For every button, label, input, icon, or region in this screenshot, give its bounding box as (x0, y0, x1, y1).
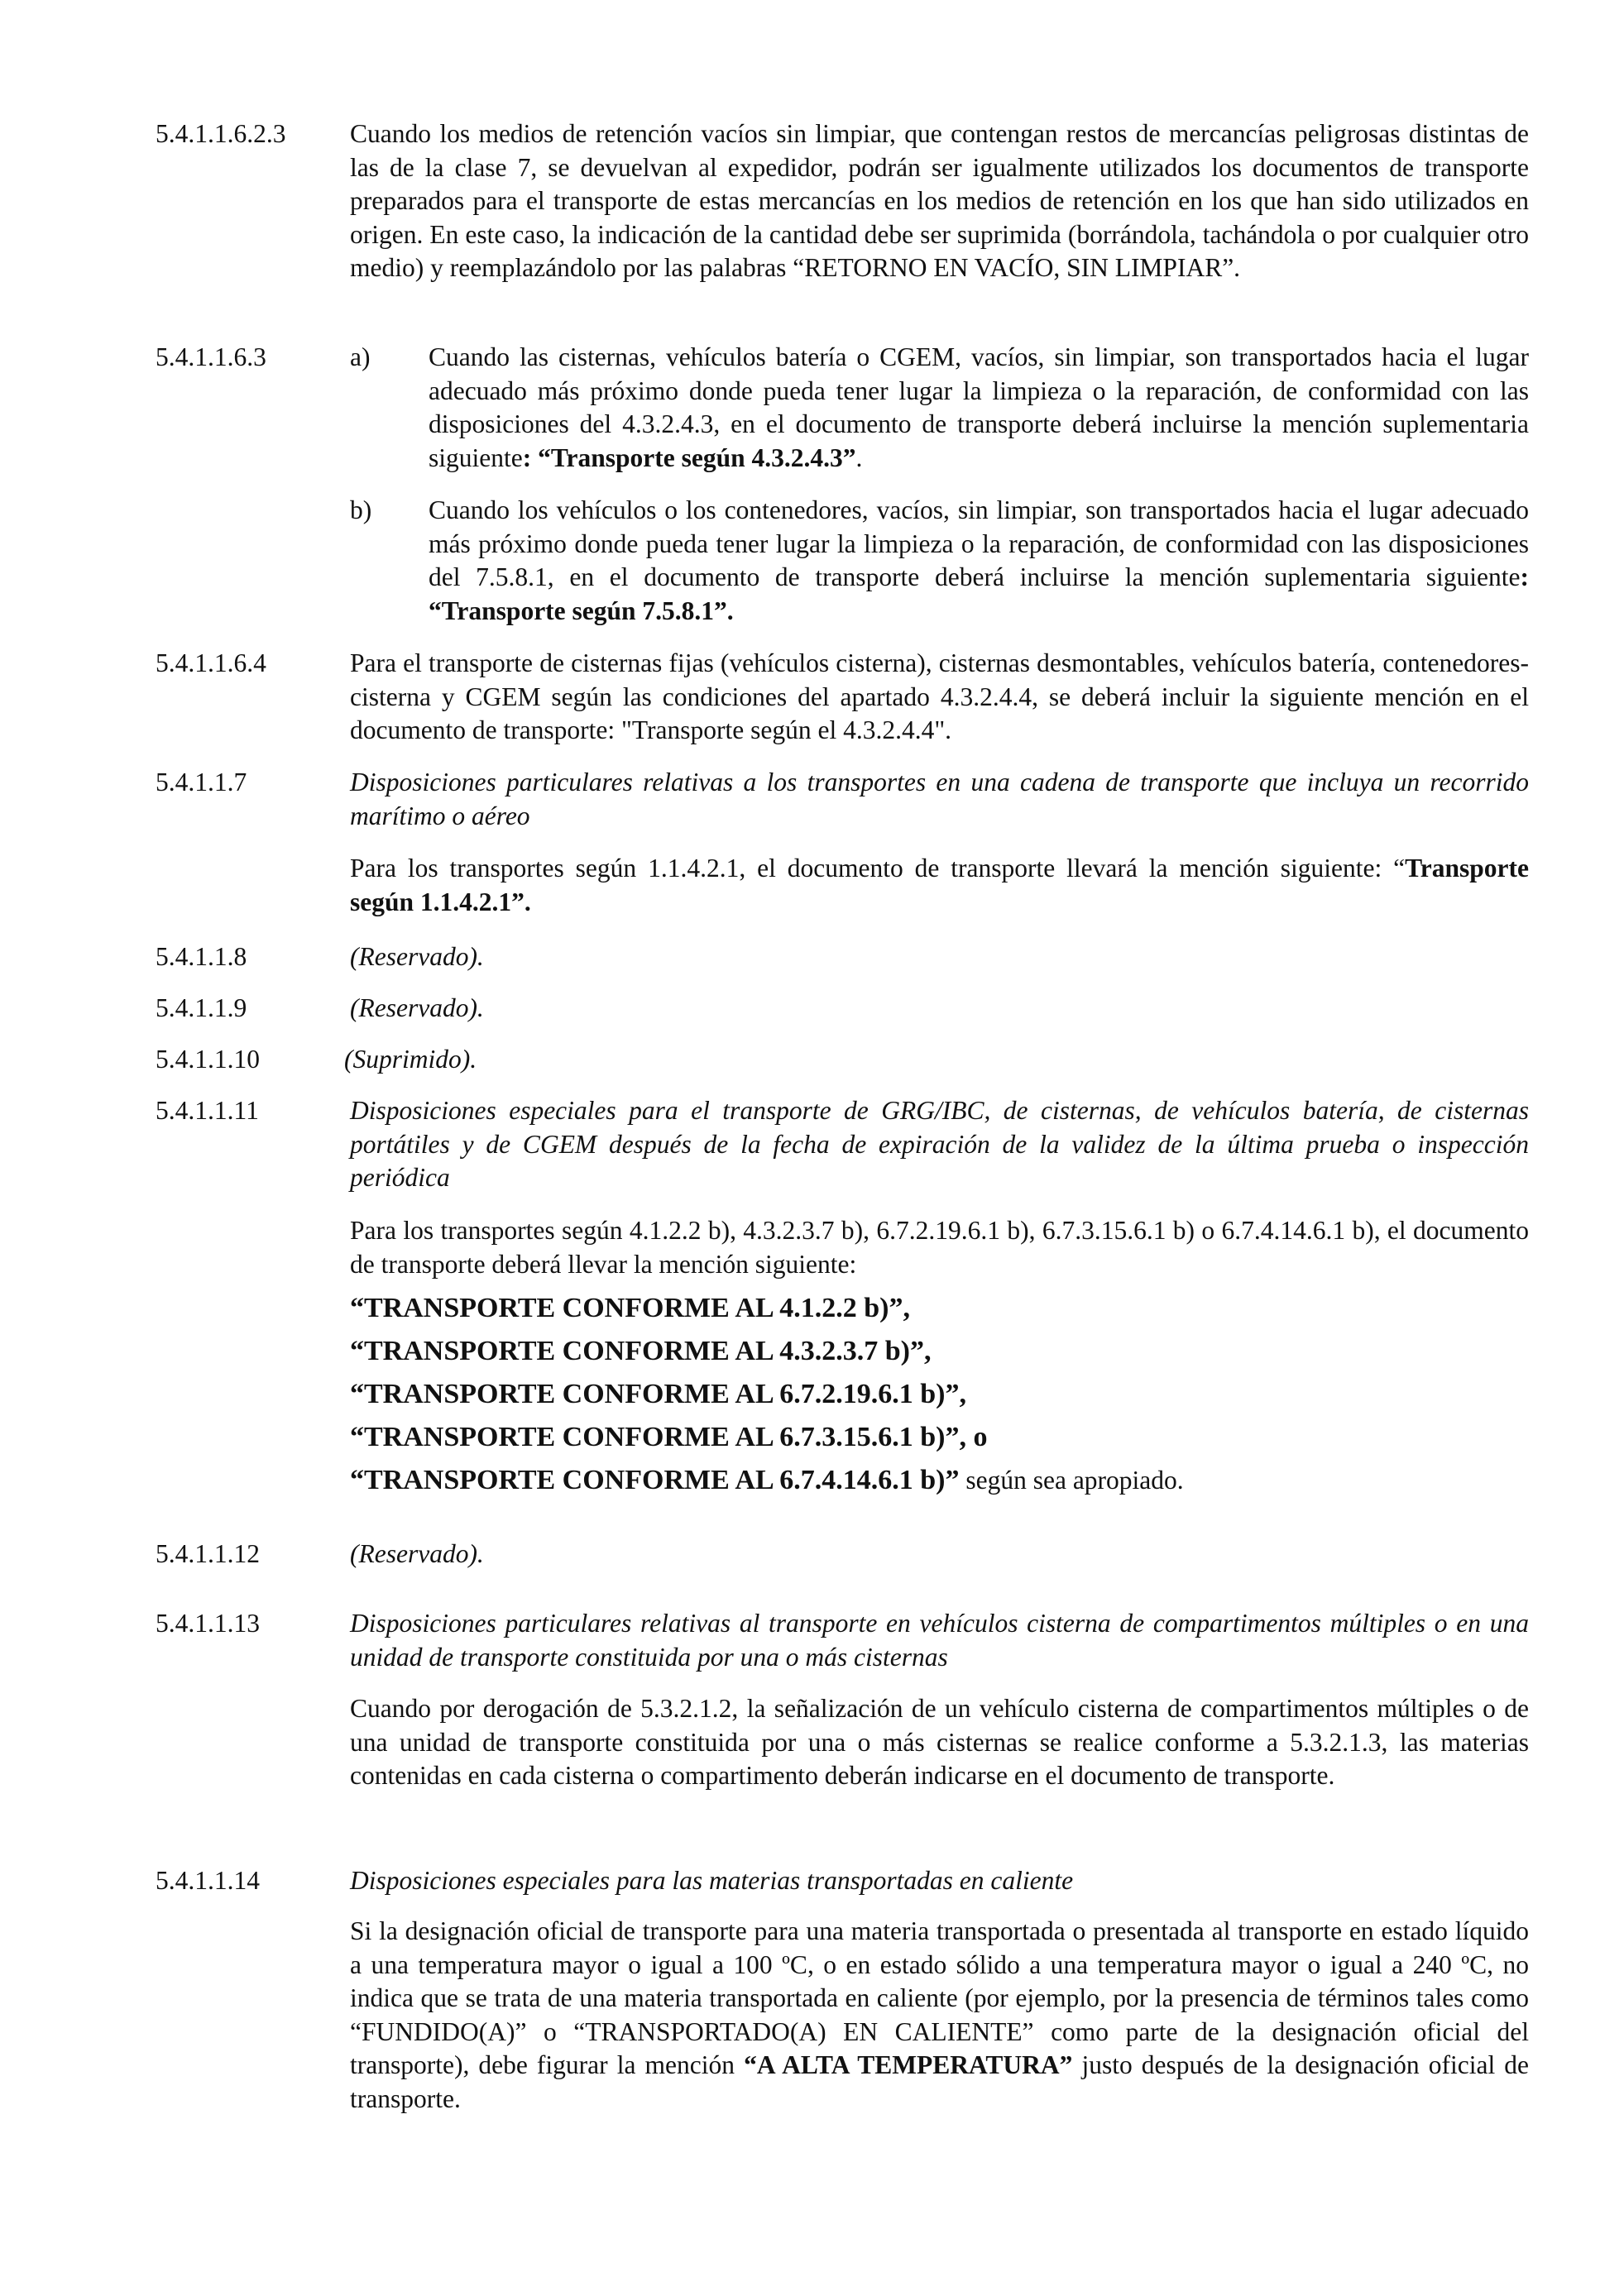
section-number: 5.4.1.1.11 (156, 1096, 259, 1125)
list-tail: según sea apropiado. (959, 1466, 1184, 1495)
section-number: 5.4.1.1.13 (156, 1609, 260, 1638)
paragraph-text: Cuando los medios de retención vacíos sin limpiar, que contengan restos de mercancías peligrosas distintas de las de la clase 7, se devuelvan al expedidor, podrán ser igualmente utilizados los documentos de transporte preparados para el transporte de estas mercancías en los medios de retención en los que han sido utilizados en origen. En este caso, la indicación de la cantidad debe ser suprimida (borrándola, tachándola o por cualquier otro medio) y reemplazándolo por las palabras “RETORNO EN VACÍO, SIN LIMPIAR”. (350, 119, 1529, 282)
section-number: 5.4.1.1.7 (156, 768, 247, 796)
section-number: 5.4.1.1.9 (156, 993, 247, 1022)
list-item: “TRANSPORTE CONFORME AL 6.7.3.15.6.1 b)”, o (350, 1422, 988, 1452)
bold-mention: : “Transporte según 4.3.2.4.3” (522, 442, 856, 472)
section-heading: Disposiciones especiales para el transporte de GRG/IBC, de cisternas, de vehículos batería, de cisternas portátiles y de CGEM después de la fecha de expiración de la validez de la última prueba o inspección periódica (350, 1096, 1529, 1192)
list-item: “TRANSPORTE CONFORME AL 6.7.4.14.6.1 b)” según sea apropiado. (350, 1465, 1184, 1495)
item-label-a: a) (350, 342, 371, 371)
item-text-a: Cuando las cisternas, vehículos batería o CGEM, vacíos, sin limpiar, son transportados hacia el lugar adecuado más próximo donde pueda tener lugar la limpieza o la reparación, de conformidad con las disposiciones del 4.3.2.4.3, en el documento de transporte deberá incluirse la mención suplementaria siguiente: “Transporte según 4.3.2.4.3”. (429, 342, 1529, 472)
bold-mention: Transporte según 1.1.4.2.1”. (350, 854, 1529, 916)
list-item: “TRANSPORTE CONFORME AL 4.1.2.2 b)”, (350, 1293, 910, 1323)
item-text-b: Cuando los vehículos o los contenedores, vacíos, sin limpiar, son transportados hacia el lugar adecuado más próximo donde pueda tener lugar la limpieza o la reparación, de conformidad con las disposiciones del 7.5.8.1, en el documento de transporte deberá incluirse la mención suplementaria siguiente: “Transporte según 7.5.8.1”. (429, 495, 1529, 625)
mention-list (350, 1292, 1184, 1507)
section-number: 5.4.1.1.14 (156, 1866, 260, 1895)
section-number: 5.4.1.1.10 (156, 1045, 260, 1074)
paragraph-text: Cuando por derogación de 5.3.2.1.2, la señalización de un vehículo cisterna de compartimentos múltiples o de una unidad de transporte constituida por una o más cisternas se realice conforme a 5.3.2.1.3, las materias contenidas en cada cisterna o compartimento deberán indicarse en el documento de transporte. (350, 1694, 1529, 1790)
section-heading: Disposiciones especiales para las materias transportadas en caliente (350, 1866, 1074, 1895)
paragraph-text: Para los transportes según 4.1.2.2 b), 4.3.2.3.7 b), 6.7.2.19.6.1 b), 6.7.3.15.6.1 b) o 6.7.4.14.6.1 b), el documento de transporte deberá llevar la mención siguiente: (350, 1216, 1529, 1279)
bold-mention: “A ALTA TEMPERATURA” (744, 2050, 1073, 2079)
paragraph-text: Para los transportes según 1.1.4.2.1, el documento de transporte llevará la mención siguiente: “Transporte según 1.1.4.2.1”. (350, 854, 1529, 916)
list-item: “TRANSPORTE CONFORME AL 6.7.2.19.6.1 b)”, (350, 1379, 966, 1409)
section-heading: Disposiciones particulares relativas a los transportes en una cadena de transporte que incluya un recorrido marítimo o aéreo (350, 768, 1529, 830)
section-number: 5.4.1.1.12 (156, 1539, 260, 1568)
section-number: 5.4.1.1.6.2.3 (156, 119, 286, 148)
paragraph-text: (Suprimido). (344, 1045, 477, 1074)
paragraph-text: (Reservado). (350, 993, 484, 1022)
list-item: “TRANSPORTE CONFORME AL 4.3.2.3.7 b)”, (350, 1336, 932, 1366)
section-number: 5.4.1.1.6.3 (156, 342, 266, 371)
item-label-b: b) (350, 495, 372, 524)
section-number: 5.4.1.1.8 (156, 942, 247, 971)
paragraph-text: Si la designación oficial de transporte para una materia transportada o presentada al transporte en estado líquido a una temperatura mayor o igual a 100 ºC, o en estado sólido a una temperatura mayor o igual a 240 ºC, no indica que se trata de una materia transportada en caliente (por ejemplo, por la presencia de términos tales como “FUNDIDO(A)” o “TRANSPORTADO(A) EN CALIENTE” como parte de la designación oficial del transporte), debe figurar la mención “A ALTA TEMPERATURA” justo después de la designación oficial de transporte. (350, 1916, 1530, 2113)
bold-mention: : “Transporte según 7.5.8.1”. (429, 562, 1529, 625)
paragraph-text: (Reservado). (350, 1539, 484, 1568)
section-number: 5.4.1.1.6.4 (156, 648, 266, 677)
paragraph-text: Para el transporte de cisternas fijas (vehículos cisterna), cisternas desmontables, vehículos batería, contenedores-cisterna y CGEM según las condiciones del apartado 4.3.2.4.4, se deberá incluir la siguiente mención en el documento de transporte: "Transporte según el 4.3.2.4.4". (350, 648, 1529, 744)
paragraph-text: (Reservado). (350, 942, 484, 971)
section-heading: Disposiciones particulares relativas al transporte en vehículos cisterna de compartimentos múltiples o en una unidad de transporte constituida por una o más cisternas (350, 1609, 1529, 1672)
